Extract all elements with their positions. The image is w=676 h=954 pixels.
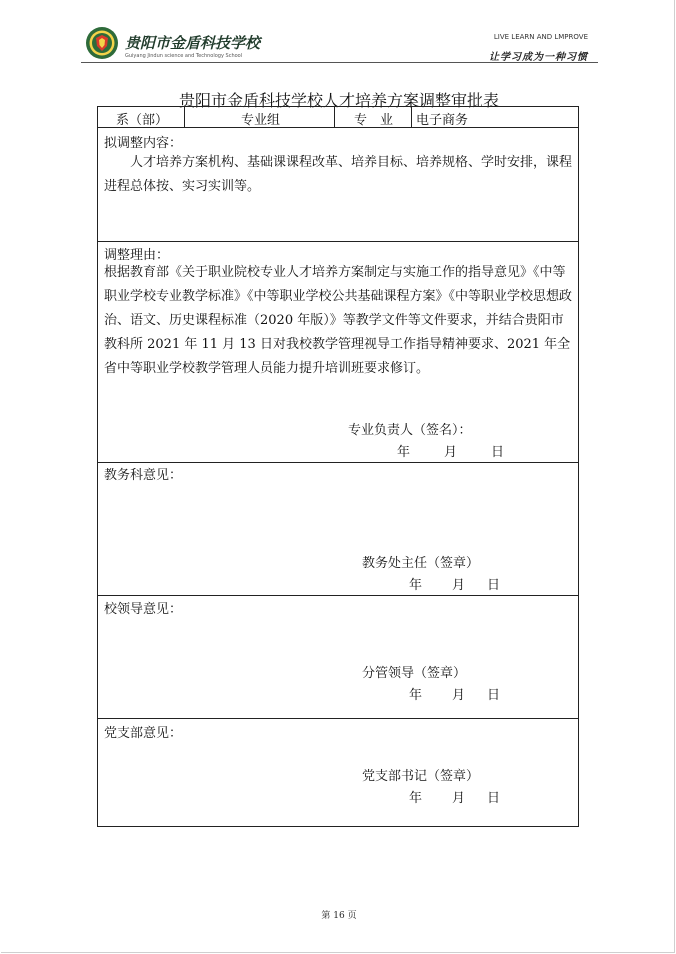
date-day: 日 bbox=[487, 688, 501, 703]
date-year: 年 bbox=[397, 445, 411, 460]
document-title: 贵阳市金盾科技学校人才培养方案调整审批表 bbox=[178, 91, 499, 110]
date-year: 年 bbox=[409, 688, 423, 703]
academic-section-label: 教务科意见： bbox=[104, 468, 183, 483]
row-divider bbox=[98, 462, 578, 463]
date-day: 日 bbox=[487, 578, 501, 593]
content-section-text: 人才培养方案机构、基础课课程改革、培养目标、培养规格、学时安排，课程进程总体按、实习实训等。 bbox=[104, 155, 573, 194]
reason-section-label: 调整理由： bbox=[104, 248, 170, 263]
reason-signer: 专业负责人（签名）： bbox=[348, 423, 472, 438]
leader-date bbox=[409, 684, 500, 703]
cell-divider bbox=[411, 107, 412, 127]
cell-divider bbox=[184, 107, 185, 127]
reason-section-text: 根据教育部《关于职业院校专业人才培养方案制定与实施工作的指导意见》《中等职业学校专业教学标准》《中等职业学校公共基础课程方案》《中等职业学校思想政治、语文、历史课程标准（2020 年版）》等教学文件等文件要求，并结合贵阳市教科所 2021 年 11 月 13 日对我校教学管理视导工作指导精神要求、2021 年全省中等职业学校教学管理人员能力提升培训班要求修订。 bbox=[104, 265, 573, 376]
dept-label: 系（部） bbox=[116, 113, 169, 128]
row-divider bbox=[98, 241, 578, 242]
leader-section-label: 校领导意见： bbox=[104, 602, 183, 617]
date-month: 月 bbox=[452, 688, 466, 703]
slogan-en: LIVE LEARN AND LMPROVE bbox=[493, 33, 588, 41]
reason-date bbox=[397, 441, 504, 460]
date-year: 年 bbox=[409, 791, 423, 806]
leader-signer: 分管领导（签章） bbox=[362, 666, 467, 681]
row-divider bbox=[98, 718, 578, 719]
slogan-cn: 让学习成为一种习惯 bbox=[489, 52, 588, 63]
party-signer: 党支部书记（签章） bbox=[362, 769, 480, 784]
page-number: 第 16 页 bbox=[321, 911, 357, 921]
row-divider bbox=[98, 595, 578, 596]
approval-table bbox=[97, 106, 579, 827]
academic-signer: 教务处主任（签章） bbox=[362, 556, 480, 571]
date-month: 月 bbox=[444, 445, 458, 460]
school-name-cn: 贵阳市金盾科技学校 bbox=[125, 34, 261, 52]
major-label: 专 业 bbox=[354, 113, 394, 128]
document-page bbox=[1, 0, 675, 953]
date-day: 日 bbox=[487, 791, 501, 806]
date-year: 年 bbox=[409, 578, 423, 593]
row-divider bbox=[98, 127, 578, 128]
major-value: 电子商务 bbox=[416, 113, 469, 128]
party-date bbox=[409, 787, 500, 806]
school-logo-icon bbox=[85, 26, 119, 60]
academic-date bbox=[409, 574, 500, 593]
header-divider bbox=[81, 62, 598, 63]
cell-divider bbox=[334, 107, 335, 127]
date-month: 月 bbox=[452, 791, 466, 806]
date-month: 月 bbox=[452, 578, 466, 593]
school-name-en: Guiyang Jindun science and Technology School bbox=[125, 53, 243, 59]
group-label: 专业组 bbox=[241, 113, 281, 128]
content-section-label: 拟调整内容： bbox=[104, 136, 183, 151]
date-day: 日 bbox=[491, 445, 505, 460]
party-section-label: 党支部意见： bbox=[104, 726, 183, 741]
